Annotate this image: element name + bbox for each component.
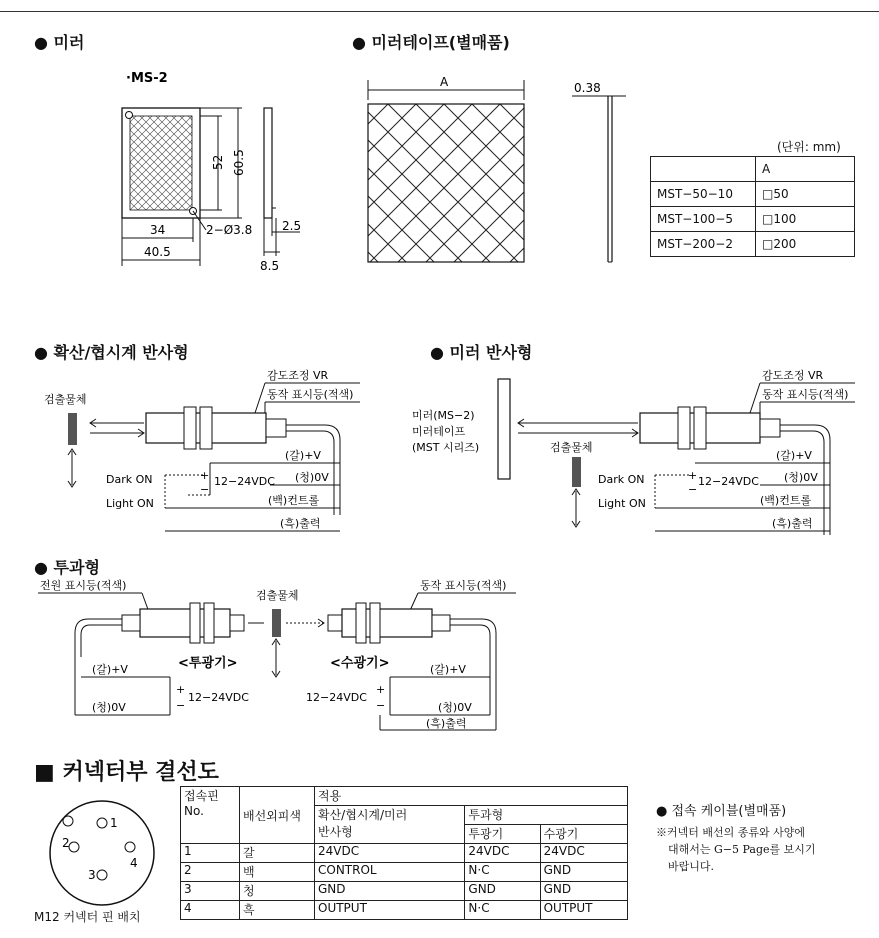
svg-text:−: − — [176, 699, 186, 712]
svg-text:(청)0V: (청)0V — [438, 701, 472, 714]
dim-8-5: 8.5 — [260, 259, 280, 273]
dim-a: A — [440, 76, 449, 89]
connector-table: 접속핀 No. 배선외피색 적용 확산/협시계/미러 반사형 투과형 투광기 수광기 1 갈 24VDC 24VDC 24VDC 2 백 CONTROL N·C GND 3 청 GND GND GND 4 흑 OUTPUT N·C OUTPUT — [180, 786, 628, 920]
svg-text:Light ON: Light ON — [598, 497, 646, 510]
label-white: (백)컨트롤 — [268, 494, 320, 507]
svg-text:(백)컨트롤: (백)컨트롤 — [760, 494, 812, 507]
top-rule — [0, 11, 879, 12]
svg-text:12−24VDC: 12−24VDC — [188, 691, 249, 704]
label-dark-on: Dark ON — [106, 473, 153, 486]
target-block-2 — [572, 457, 581, 487]
svg-text:4: 4 — [130, 856, 138, 870]
label-black: (흑)출력 — [280, 517, 321, 530]
svg-text:검출물체: 검출물체 — [550, 441, 593, 454]
ms2-side-view — [264, 108, 272, 218]
svg-text:(청)0V: (청)0V — [92, 701, 126, 714]
table-row: 3 청 GND GND GND — [181, 882, 628, 901]
svg-text:(흑)출력: (흑)출력 — [426, 717, 467, 730]
svg-text:(청)0V: (청)0V — [784, 471, 818, 484]
tape-spec-table: A MST−50−10 □50 MST−100−5 □100 MST−200−2 □200 — [650, 156, 855, 257]
dim-2-5: 2.5 — [282, 219, 302, 233]
label-blue: (청)0V — [295, 471, 329, 484]
svg-text:−: − — [200, 483, 210, 496]
label-vr: 감도조정 VR — [267, 369, 329, 382]
svg-text:Dark ON: Dark ON — [598, 473, 645, 486]
ms2-hole-top — [126, 112, 133, 119]
svg-text:검출물체: 검출물체 — [256, 589, 299, 602]
dim-60-5: 60.5 — [232, 149, 246, 176]
svg-text:12−24VDC: 12−24VDC — [306, 691, 367, 704]
dim-hole: 2−Ø3.8 — [206, 223, 253, 237]
table-row: 2 백 CONTROL N·C GND — [181, 863, 628, 882]
dim-52: 52 — [211, 154, 225, 170]
section-title-mirror-reflect: ● 미러 반사형 — [430, 343, 533, 362]
ms2-title: ·MS-2 — [126, 71, 168, 86]
dim-0-38: 0.38 — [574, 81, 601, 95]
svg-text:+: + — [688, 469, 698, 482]
cable-note: ※커넥터 배선의 종류와 사양에 대해서는 G−5 Page를 보시기 바랍니다. — [656, 826, 816, 873]
section-title-through: ● 투과형 — [34, 558, 100, 577]
section-title-connector: ■ 커넥터부 결선도 — [34, 760, 219, 785]
ms2-reflector — [130, 116, 192, 210]
svg-text:동작 표시등(적색): 동작 표시등(적색) — [420, 579, 507, 592]
svg-text:(MST 시리즈): (MST 시리즈) — [412, 441, 480, 454]
mirror-plate — [498, 379, 510, 479]
svg-text:2: 2 — [62, 836, 70, 850]
svg-text:−: − — [688, 483, 698, 496]
mirror-tape-drawing — [360, 76, 640, 276]
svg-text:동작 표시등(적색): 동작 표시등(적색) — [762, 388, 849, 401]
tape-sheet — [368, 104, 524, 262]
section-title-mirror-tape: ● 미러테이프(별매품) — [352, 33, 510, 52]
section-title-diffuse: ● 확산/협시계 반사형 — [34, 343, 189, 362]
svg-text:(갈)+V: (갈)+V — [776, 449, 812, 462]
label-supply: 12−24VDC — [214, 475, 275, 488]
svg-text:1: 1 — [110, 816, 118, 830]
table-row: 1 갈 24VDC 24VDC 24VDC — [181, 844, 628, 863]
section-title-mirror: ● 미러 — [34, 33, 85, 52]
svg-text:−: − — [376, 699, 386, 712]
m12-pin-diagram — [40, 795, 170, 925]
label-op-led: 동작 표시등(적색) — [267, 388, 354, 401]
dim-34: 34 — [150, 223, 166, 237]
svg-text:(흑)출력: (흑)출력 — [772, 517, 813, 530]
svg-text:+: + — [376, 683, 386, 696]
tape-unit: (단위: mm) — [777, 140, 841, 154]
through-beam-wiring — [30, 575, 530, 740]
label-brown: (갈)+V — [285, 449, 321, 462]
svg-text:+: + — [200, 469, 210, 482]
svg-text:(갈)+V: (갈)+V — [92, 663, 128, 676]
svg-text:3: 3 — [88, 868, 96, 882]
label-receiver: <수광기> — [330, 656, 390, 671]
table-row: 4 흑 OUTPUT N·C OUTPUT — [181, 901, 628, 920]
label-emitter: <투광기> — [178, 656, 238, 671]
svg-text:+: + — [176, 683, 186, 696]
svg-text:미러(MS−2): 미러(MS−2) — [412, 409, 475, 422]
cable-title: ● 접속 케이블(별매품) — [656, 804, 787, 819]
diffuse-wiring — [40, 365, 420, 545]
mirror-reflect-wiring — [410, 365, 870, 545]
pin-caption: M12 커넥터 핀 배치 — [34, 910, 141, 924]
target-block — [68, 413, 77, 445]
label-target: 검출물체 — [44, 393, 87, 406]
label-power-led: 전원 표시등(적색) — [40, 579, 127, 592]
svg-text:미러테이프: 미러테이프 — [412, 425, 466, 438]
svg-text:12−24VDC: 12−24VDC — [698, 475, 759, 488]
svg-text:(갈)+V: (갈)+V — [430, 663, 466, 676]
label-light-on: Light ON — [106, 497, 154, 510]
svg-text:감도조정 VR: 감도조정 VR — [762, 369, 824, 382]
ms2-drawing — [110, 70, 310, 280]
dim-40-5: 40.5 — [144, 245, 171, 259]
